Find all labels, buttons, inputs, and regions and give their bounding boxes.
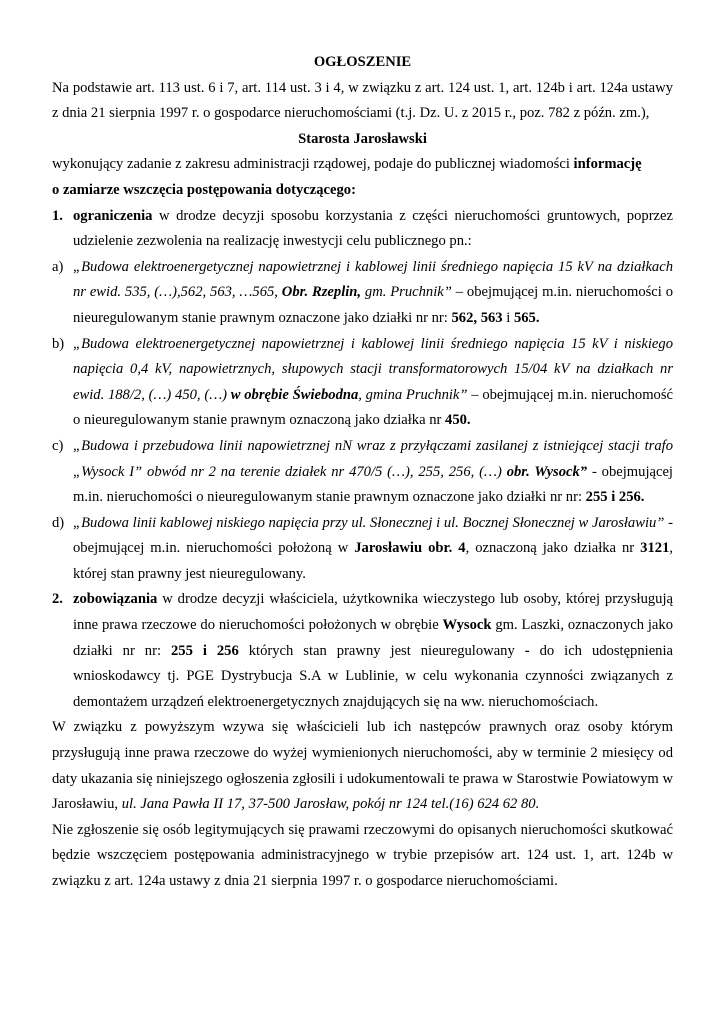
item-c-parcels: 255 i 256. bbox=[585, 489, 645, 506]
point-2-bold: zobowiązania bbox=[73, 591, 158, 608]
item-a-precinct: Obr. Rzeplin, bbox=[281, 284, 362, 301]
item-d-text-2: , oznaczoną jako działka nr bbox=[465, 540, 641, 557]
intro-bold-information: informację bbox=[573, 156, 642, 173]
item-d-location: Jarosławiu obr. 4 bbox=[354, 540, 466, 557]
item-c-title: „Budowa i przebudowa linii napowietrznej nN wraz z przyłączami zasilanej z istniejącej stacji trafo „Wysock I” obwód nr 2 na terenie działek nr 470/5 (…), 255, 256, (…) bbox=[73, 437, 673, 480]
intro-bold-intent: o zamiarze wszczęcia postępowania dotyczącego: bbox=[52, 181, 356, 198]
item-b-marker: b) bbox=[52, 335, 65, 352]
point-2-text-2: gm. Laszki, oznaczonych jako działki nr nr: bbox=[73, 617, 673, 659]
item-c-marker: c) bbox=[52, 437, 64, 454]
item-d-text-3: , której stan prawny jest nieuregulowany. bbox=[73, 540, 674, 582]
item-a-title-end: gm. Pruchnik” bbox=[361, 284, 452, 301]
item-a-marker: a) bbox=[52, 258, 64, 275]
item-d-text: - obejmującej m.in. nieruchomości położoną w bbox=[73, 514, 673, 557]
item-d bbox=[52, 511, 673, 588]
point-1-bold: ograniczenia bbox=[73, 207, 153, 224]
call-paragraph bbox=[52, 715, 673, 817]
point-2-marker: 2. bbox=[52, 591, 63, 608]
item-d-title: „Budowa linii kablowej niskiego napięcia przy ul. Słonecznej i ul. Bocznej Słonecznej w Jarosławiu” bbox=[73, 514, 665, 531]
office-address: ul. Jana Pawła II 17, 37-500 Jarosław, pokój nr 124 tel.(16) 624 62 80. bbox=[121, 796, 540, 813]
point-1-text: w drodze decyzji sposobu korzystania z części nieruchomości gruntowych, poprzez udzielenie zezwolenia na realizację inwestycji celu publicznego pn.: bbox=[73, 207, 673, 250]
item-d-parcel: 3121 bbox=[640, 540, 670, 557]
item-c-text: - obejmującej m.in. nieruchomości o nieuregulowanym stanie prawnym oznaczone jako działki nr nr: bbox=[73, 463, 673, 506]
item-c bbox=[52, 434, 673, 511]
item-b-parcel: 450. bbox=[445, 412, 471, 429]
item-a-text-2: i bbox=[502, 309, 514, 326]
item-a bbox=[52, 255, 673, 332]
item-a-parcels: 562, 563 bbox=[451, 309, 503, 326]
legal-basis: Na podstawie art. 113 ust. 6 i 7, art. 114 ust. 3 i 4, w związku z art. 124 ust. 1, art. 124b i art. 124a ustawy z dnia 21 sierpnia 1997 r. o gospodarce nieruchomościami (t.j. Dz. U. z 2015 r., poz. 782 z późn. zm.), bbox=[52, 79, 673, 122]
point-2-text-3: których stan prawny jest nieuregulowany bbox=[238, 642, 525, 659]
point-2 bbox=[52, 587, 673, 715]
authority: Starosta Jarosławski bbox=[298, 130, 427, 147]
point-2-precinct: Wysock bbox=[442, 617, 492, 634]
item-b bbox=[52, 332, 673, 434]
point-2-text-4: do ich udostępnienia wnioskodawcy tj. PGE Dystrybucja S.A w Lublinie, w celu wykonania czynności związanych z demontażem urządzeń elektroenergetycznych znajdujących się na ww. nieruchomościach. bbox=[73, 642, 673, 710]
item-a-parcels-2: 565. bbox=[513, 309, 540, 326]
page-title: OGŁOSZENIE bbox=[313, 54, 412, 70]
item-b-precinct: w obrębie Świebodna bbox=[230, 386, 359, 403]
point-2-parcels: 255 i 256 bbox=[171, 642, 239, 659]
item-a-title: „Budowa elektroenergetycznej napowietrznej i kablowej linii średniego napięcia 15 kV na działkach nr ewid. 535, (…),562, 563, …565, bbox=[73, 258, 673, 301]
item-a-text: – obejmującej m.in. nieruchomości o nieuregulowanym stanie prawnym oznaczone jako działki nr nr: bbox=[73, 284, 673, 326]
closing-paragraph: Nie zgłoszenie się osób legitymujących się prawami rzeczowymi do opisanych nieruchomości skutkować będzie wszczęciem postępowania administracyjnego w trybie przepisów art. 124 ust. 1, art. 124b w związku z art. 124a ustawy z dnia 21 sierpnia 1997 r. o gospodarce nieruchomościami. bbox=[52, 821, 673, 889]
item-b-text: – obejmującej m.in. nieruchomość o nieuregulowanym stanie prawnym oznaczoną jako działka nr bbox=[73, 386, 673, 429]
item-c-precinct: obr. Wysock” bbox=[506, 463, 588, 480]
point-2-text: w drodze decyzji właściciela, użytkownika wieczystego lub osoby, której przysługują inne prawa rzeczowe do nieruchomości położonych w obrębie bbox=[73, 591, 673, 634]
intro-text: wykonujący zadanie z zakresu administracji rządowej, podaje do publicznej wiadomości bbox=[52, 156, 574, 173]
point-1-marker: 1. bbox=[52, 207, 63, 224]
item-d-marker: d) bbox=[52, 514, 65, 531]
point-1 bbox=[52, 204, 673, 255]
intro-paragraph bbox=[52, 152, 673, 203]
call-text: W związku z powyższym wzywa się właścicieli lub ich następców prawnych oraz osoby którym przysługują inne prawa rzeczowe do wyżej wymienionych nieruchomości, aby w terminie 2 miesięcy od daty ukazania się niniejszego ogłoszenia zgłosili i udokumentowali te prawa w Starostwie Powiatowym w Jarosławiu, bbox=[52, 719, 673, 813]
item-b-title-end: , gmina Pruchnik” bbox=[358, 386, 468, 403]
item-b-title: „Budowa elektroenergetycznej napowietrznej i kablowej linii średniego napięcia 15 kV i niskiego napięcia 0,4 kV, napowietrznych, słupowych stacji transformatorowych 15/04 kV na działkach nr ewid. 188/2, (…) 450, (…) bbox=[73, 335, 673, 403]
point-2-dash: - bbox=[524, 642, 530, 659]
